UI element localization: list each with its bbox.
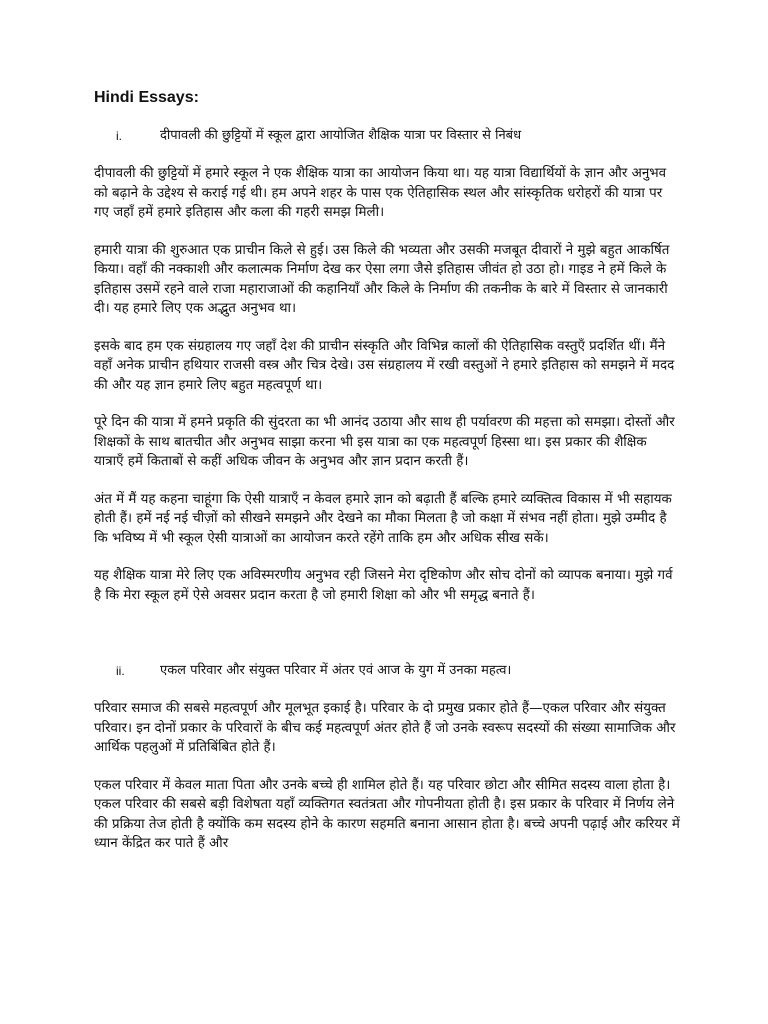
paragraph: दीपावली की छुट्टियों में हमारे स्कूल ने एक शैक्षिक यात्रा का आयोजन किया था। यह यात्रा विद्यार्थियों के ज्ञान और अनुभव को बढ़ाने के उद्देश्य से कराई गई थी। हम अपने शहर के पास एक ऐतिहासिक स्थल और सांस्कृतिक धरोहरों की यात्रा पर गए जहाँ हमें हमारे इतिहास और कला की गहरी समझ मिली। [94,166,667,220]
paragraph: परिवार समाज की सबसे महत्वपूर्ण और मूलभूत इकाई है। परिवार के दो प्रमुख प्रकार होते हैं—एकल परिवार और संयुक्त परिवार। इन दोनों प्रकार के परिवारों के बीच कई महत्वपूर्ण अंतर होते हैं जो उनके स्वरूप सदस्यों की संख्या सामाजिक और आर्थिक पहलुओं में प्रतिबिंबित होते हैं। [94,701,676,755]
paragraph: हमारी यात्रा की शुरुआत एक प्राचीन किले से हुई। उस किले की भव्यता और उसकी मजबूत दीवारों ने मुझे बहुत आकर्षित किया। वहाँ की नक्काशी और कलात्मक निर्माण देख कर ऐसा लगा जैसे इतिहास जीवंत हो उठा हो। गाइड ने हमें किले के इतिहास उसमें रहने वाले राजा महाराजाओं की कहानियाँ और किले के निर्माण की तकनीक के बारे में विस्तार से जानकारी दी। यह हमारे लिए एक अद्भुत अनुभव था। [94,242,670,316]
section-number: i. [116,129,122,143]
section-gap [94,623,680,661]
section-number: ii. [116,664,125,678]
section-title: दीपावली की छुट्टियों में स्कूल द्वारा आयोजित शैक्षिक यात्रा पर विस्तार से निबंध [160,128,522,143]
paragraph: पूरे दिन की यात्रा में हमने प्रकृति की सुंदरता का भी आनंद उठाया और साथ ही पर्यावरण की महत्ता को समझा। दोस्तों और शिक्षकों के साथ बातचीत और अनुभव साझा करना भी इस यात्रा का एक महत्वपूर्ण हिस्सा था। इस प्रकार की शैक्षिक यात्राएँ हमें किताबों से कहीं अधिक जीवन के अनुभव और ज्ञान प्रदान करती हैं। [94,415,675,469]
section-heading-2 [94,661,680,681]
paragraph: यह शैक्षिक यात्रा मेरे लिए एक अविस्मरणीय अनुभव रही जिसने मेरा दृष्टिकोण और सोच दोनों को व्यापक बनाया। मुझे गर्व है कि मेरा स्कूल हमें ऐसे अवसर प्रदान करता है जो हमारी शिक्षा को और भी समृद्ध बनाते हैं। [94,568,673,603]
section-title: एकल परिवार और संयुक्त परिवार में अंतर एवं आज के युग में उनका महत्व। [160,663,512,678]
paragraph: इसके बाद हम एक संग्रहालय गए जहाँ देश की प्राचीन संस्कृति और विभिन्न कालों की ऐतिहासिक वस्तुएँ प्रदर्शित थीं। मैंने वहाँ अनेक प्राचीन हथियार राजसी वस्त्र और चित्र देखे। उस संग्रहालय में रखी वस्तुओं ने हमारे इतिहास को समझने में मदद की और यह ज्ञान हमारे लिए बहुत महत्वपूर्ण था। [94,338,675,393]
section-heading-1 [94,126,680,146]
document-title: Hindi Essays: [94,89,199,106]
document-body [94,86,680,872]
paragraph: अंत में मैं यह कहना चाहूंगा कि ऐसी यात्राएँ न केवल हमारे ज्ञान को बढ़ाती हैं बल्कि हमारे व्यक्तित्व विकास में भी सहायक होती हैं। हमें नई नई चीज़ों को सीखने समझने और देखने का मौका मिलता है जो कक्षा में संभव नहीं होता। मुझे उम्मीद है कि भविष्य में भी स्कूल ऐसी यात्राओं का आयोजन करते रहेंगे ताकि हम और अधिक सीख सकें। [94,491,672,546]
paragraph: एकल परिवार में केवल माता पिता और उनके बच्चे ही शामिल होते हैं। यह परिवार छोटा और सीमित सदस्य वाला होता है। एकल परिवार की सबसे बड़ी विशेषता यहाँ व्यक्तिगत स्वतंत्रता और गोपनीयता होती है। इस प्रकार के परिवार में निर्णय लेने की प्रक्रिया तेज होती है क्योंकि कम सदस्य होने के कारण सहमति बनाना आसान होता है। बच्चे अपनी पढ़ाई और करियर में ध्यान केंद्रित कर पाते हैं और [94,777,680,851]
